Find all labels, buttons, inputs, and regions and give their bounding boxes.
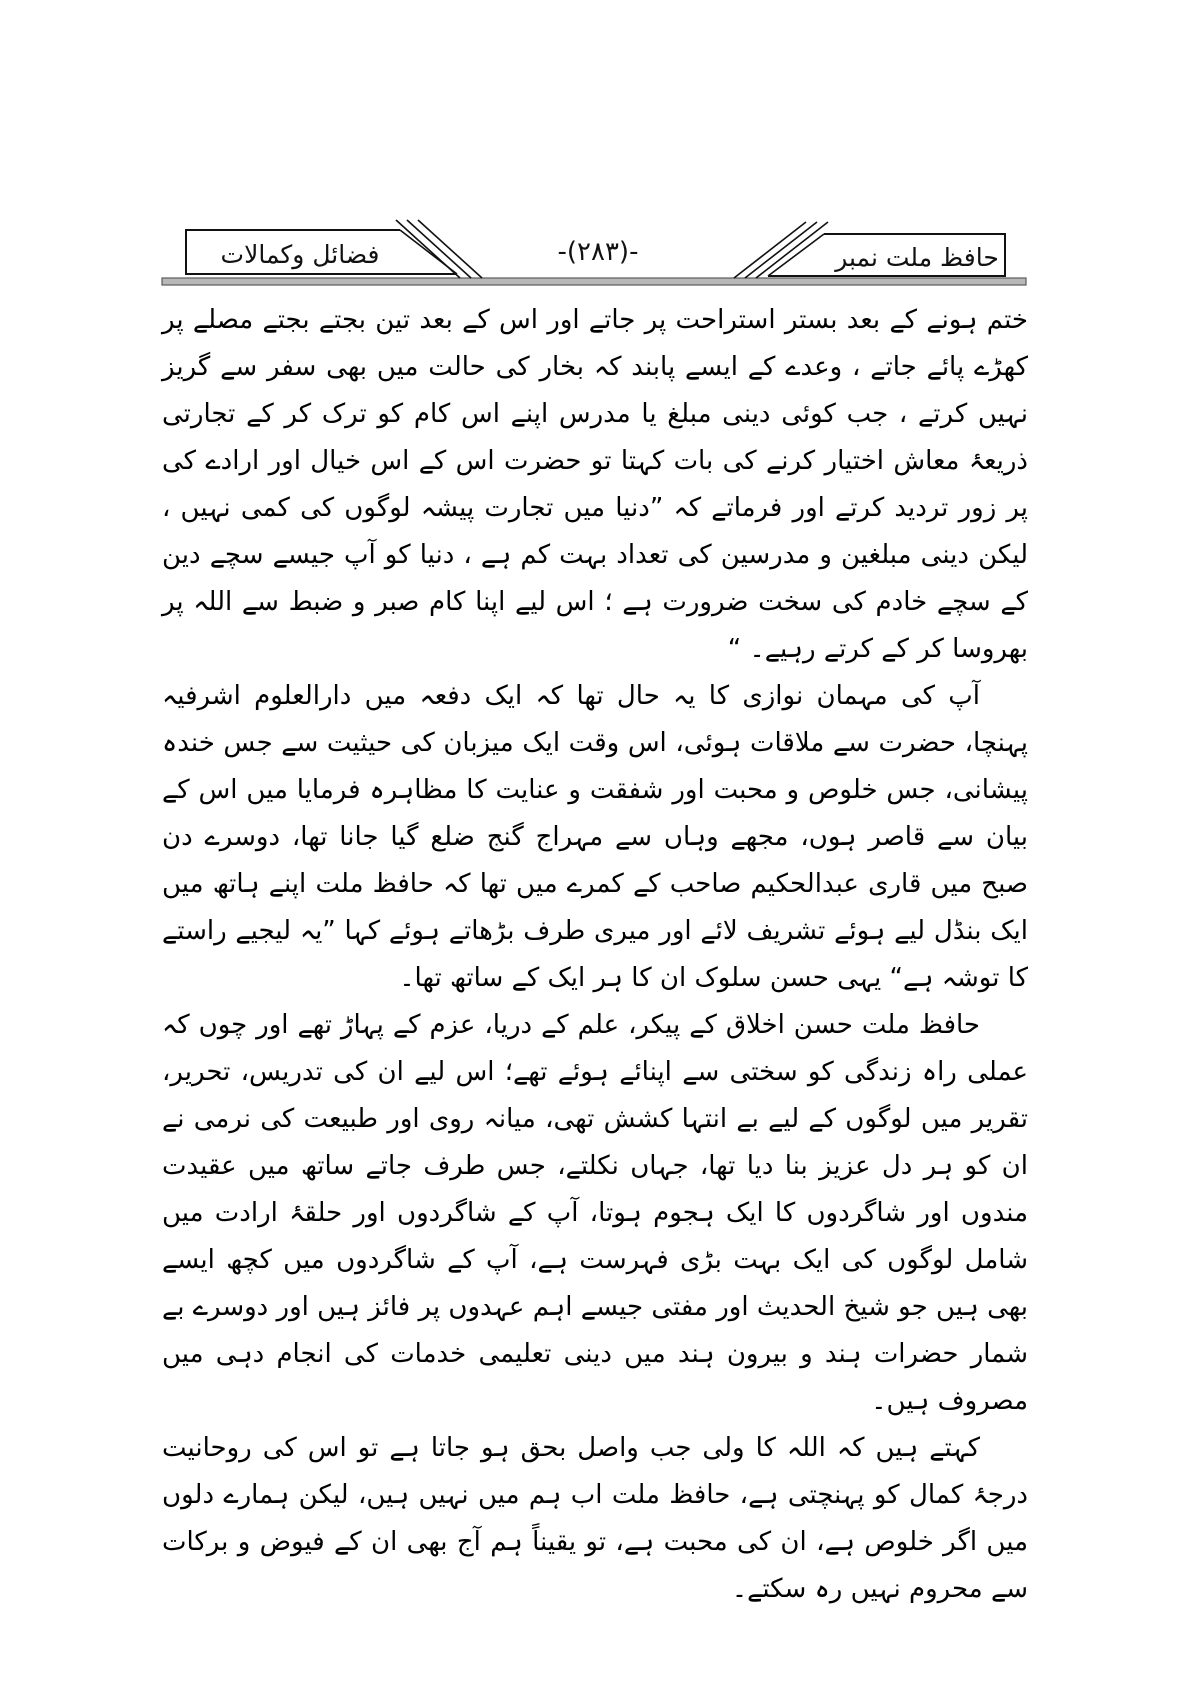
header-divider-rule xyxy=(162,278,1026,285)
paragraph-1: ختم ہونے کے بعد بستر استراحت پر جاتے اور اس کے بعد تین بجتے بجتے مصلے پر کھڑے پائے جاتے ، وعدے کے ایسے پابند کہ بخار کی حالت میں بھی سفر سے گریز نہیں کرتے ، جب کوئی دینی مبلغ یا مدرس اپنے اس کام کو ترک کر کے تجارتی ذریعۂ معاش اختیار کرنے کی بات کہتا تو حضرت اس کے اس خیال اور ارادے کی پر زور تردید کرتے اور فرماتے کہ ”دنیا میں تجارت پیشہ لوگوں کی کمی نہیں ، لیکن دینی مبلغین و مدرسین کی تعداد بہت کم ہے ، دنیا کو آپ جیسے سچے دین کے سچے خادم کی سخت ضرورت ہے ؛ اس لیے اپنا کام صبر و ضبط سے اللہ پر بھروسا کر کے کرتے رہیے۔ “ xyxy=(162,305,1028,664)
page-number: -(۲۸۳)- xyxy=(557,237,639,267)
paragraph-3: حافظ ملت حسن اخلاق کے پیکر، علم کے دریا، عزم کے پہاڑ تھے اور چوں کہ عملی راہ زندگی کو سختی سے اپنائے ہوئے تھے؛ اس لیے ان کی تدریس، تحریر، تقریر میں لوگوں کے لیے بے انتہا کشش تھی، میانہ روی اور طبیعت کی نرمی نے ان کو ہر دل عزیز بنا دیا تھا، جہاں نکلتے، جس طرف جاتے ساتھ میں عقیدت مندوں اور شاگردوں کا ایک ہجوم ہوتا، آپ کے شاگردوں اور حلقۂ ارادت میں شامل لوگوں کی ایک بہت بڑی فہرست ہے، آپ کے شاگردوں میں کچھ ایسے بھی ہیں جو شیخ الحدیث اور مفتی جیسے اہم عہدوں پر فائز ہیں اور دوسرے بے شمار حضرات ہند و بیرون ہند میں دینی تعلیمی خدمات کی انجام دہی میں مصروف ہیں۔ xyxy=(162,1010,1028,1416)
section-title: فضائل وکمالات xyxy=(220,240,380,269)
paragraph-4: کہتے ہیں کہ اللہ کا ولی جب واصل بحق ہو جاتا ہے تو اس کی روحانیت درجۂ کمال کو پہنچتی ہے، حافظ ملت اب ہم میں نہیں ہیں، لیکن ہمارے دلوں میں اگر خلوص ہے، ان کی محبت ہے، تو یقیناً ہم آج بھی ان کے فیوض و برکات سے محروم نہیں رہ سکتے۔ xyxy=(162,1433,1028,1604)
issue-title-box xyxy=(734,222,1005,278)
paragraph-2: آپ کی مہمان نوازی کا یہ حال تھا کہ ایک دفعہ میں دارالعلوم اشرفیہ پہنچا، حضرت سے ملاقات ہوئی، اس وقت ایک میزبان کی حیثیت سے جس خندہ پیشانی، جس خلوص و محبت اور شفقت و عنایت کا مظاہرہ فرمایا میں اس کے بیان سے قاصر ہوں، مجھے وہاں سے مہراج گنج ضلع گیا جانا تھا، دوسرے دن صبح میں قاری عبدالحکیم صاحب کے کمرے میں تھا کہ حافظ ملت اپنے ہاتھ میں ایک بنڈل لیے ہوئے تشریف لائے اور میری طرف بڑھاتے ہوئے کہا ”یہ لیجیے راستے کا توشہ ہے“ یہی حسن سلوک ان کا ہر ایک کے ساتھ تھا۔ xyxy=(162,681,1028,993)
section-title-box xyxy=(186,220,482,278)
issue-title: حافظ ملت نمبر xyxy=(835,243,999,272)
header-ornament xyxy=(160,212,1030,294)
body-text xyxy=(162,297,1028,1613)
